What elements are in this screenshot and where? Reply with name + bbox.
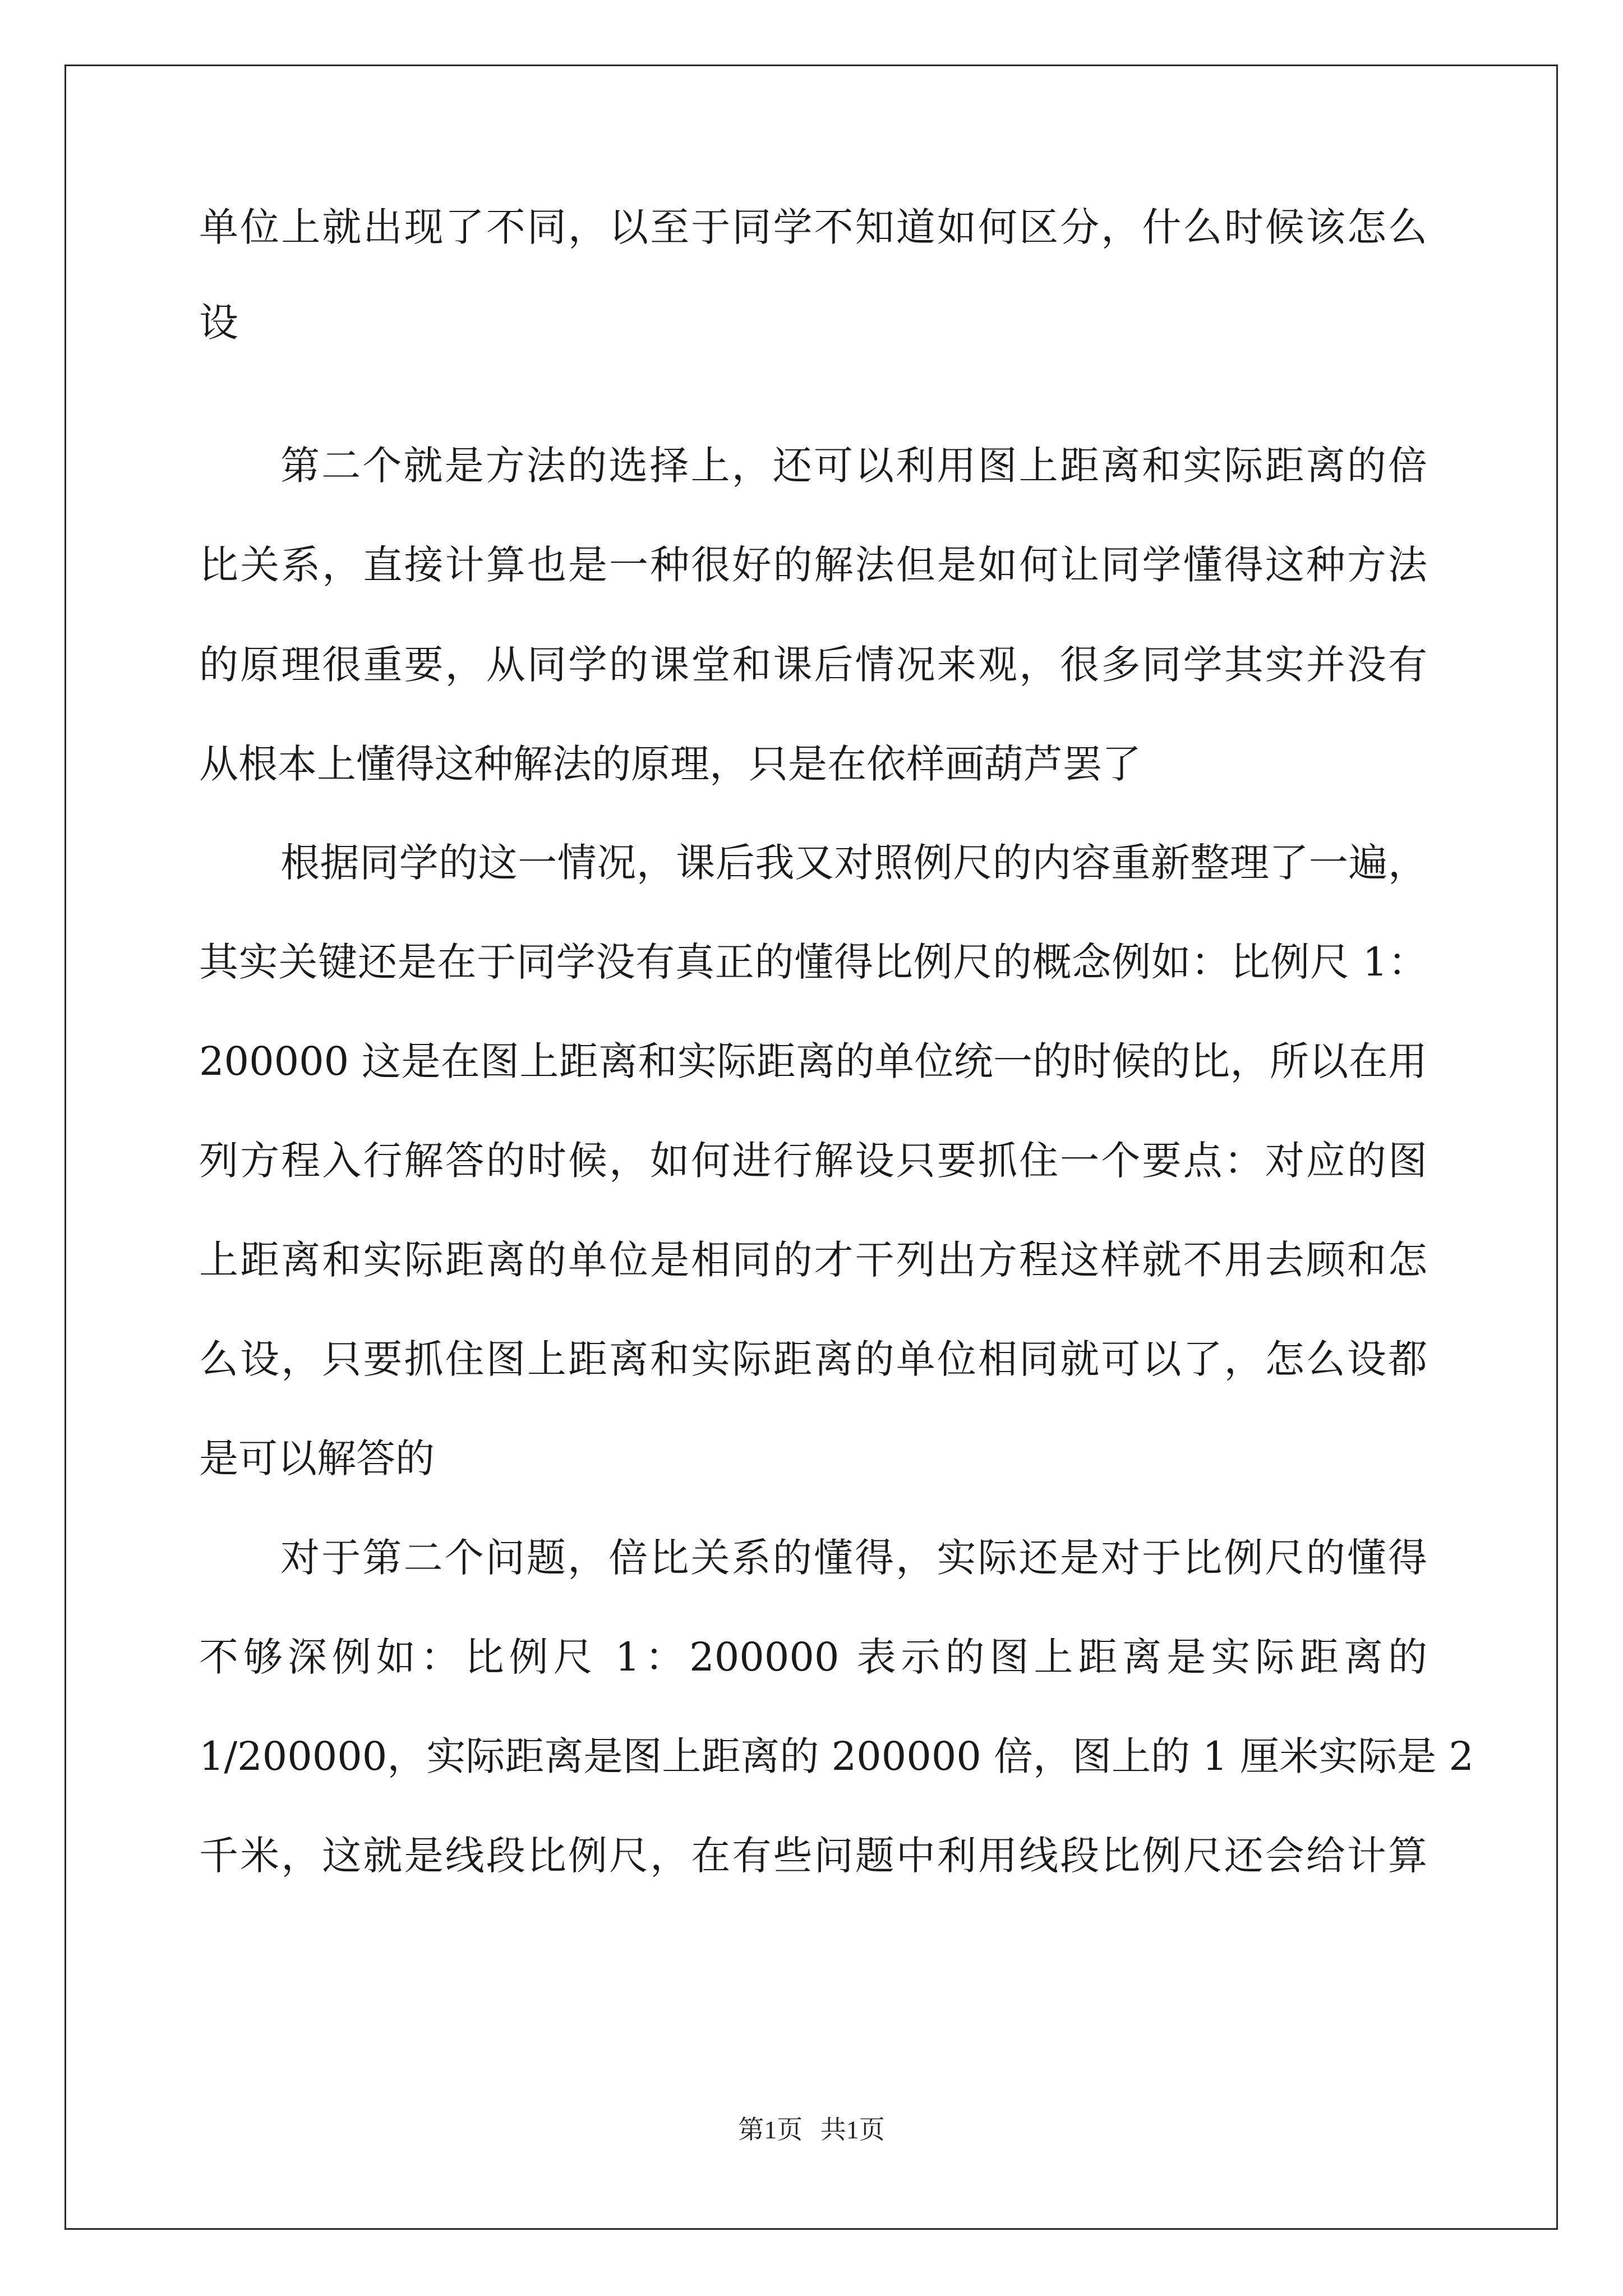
text-line: 1/200000，实际距离是图上距离的 200000 倍，图上的 1 厘米实际是 2	[199, 1733, 1474, 1779]
text-line: 千米，这就是线段比例尺，在有些问题中利用线段比例尺还会给计算	[199, 1833, 1427, 1879]
page-number: 第1页	[738, 2115, 803, 2144]
page-footer	[0, 2109, 1623, 2146]
text-line: 根据同学的这一情况，课后我又对照例尺的内容重新整理了一遍，	[280, 840, 1427, 886]
text-line: 上距离和实际距离的单位是相同的才干列出方程这样就不用去顾和怎	[199, 1237, 1427, 1283]
text-line: 是可以解答的	[199, 1435, 435, 1481]
text-line: 200000 这是在图上距离和实际距离的单位统一的时候的比，所以在用	[199, 1038, 1427, 1084]
page-total: 共1页	[820, 2115, 885, 2144]
text-line: 的原理很重要，从同学的课堂和课后情况来观，很多同学其实并没有	[199, 642, 1427, 688]
text-line: 不够深例如：比例尺 1：200000 表示的图上距离是实际距离的	[199, 1634, 1427, 1680]
text-line: 么设，只要抓住图上距离和实际距离的单位相同就可以了，怎么设都	[199, 1336, 1427, 1382]
text-line: 单位上就出现了不同，以至于同学不知道如何区分，什么时候该怎么	[199, 204, 1427, 250]
text-line: 其实关键还是在于同学没有真正的懂得比例尺的概念例如：比例尺 1：	[199, 939, 1427, 985]
text-line: 从根本上懂得这种解法的原理，只是在依样画葫芦罢了	[199, 741, 1141, 787]
text-line: 列方程入行解答的时候，如何进行解设只要抓住一个要点：对应的图	[199, 1138, 1427, 1184]
text-line: 第二个就是方法的选择上，还可以利用图上距离和实际距离的倍	[280, 443, 1427, 489]
text-line: 比关系，直接计算也是一种很好的解法但是如何让同学懂得这种方法	[199, 542, 1427, 588]
text-line: 对于第二个问题，倍比关系的懂得，实际还是对于比例尺的懂得	[280, 1535, 1427, 1581]
text-line: 设	[199, 300, 238, 346]
